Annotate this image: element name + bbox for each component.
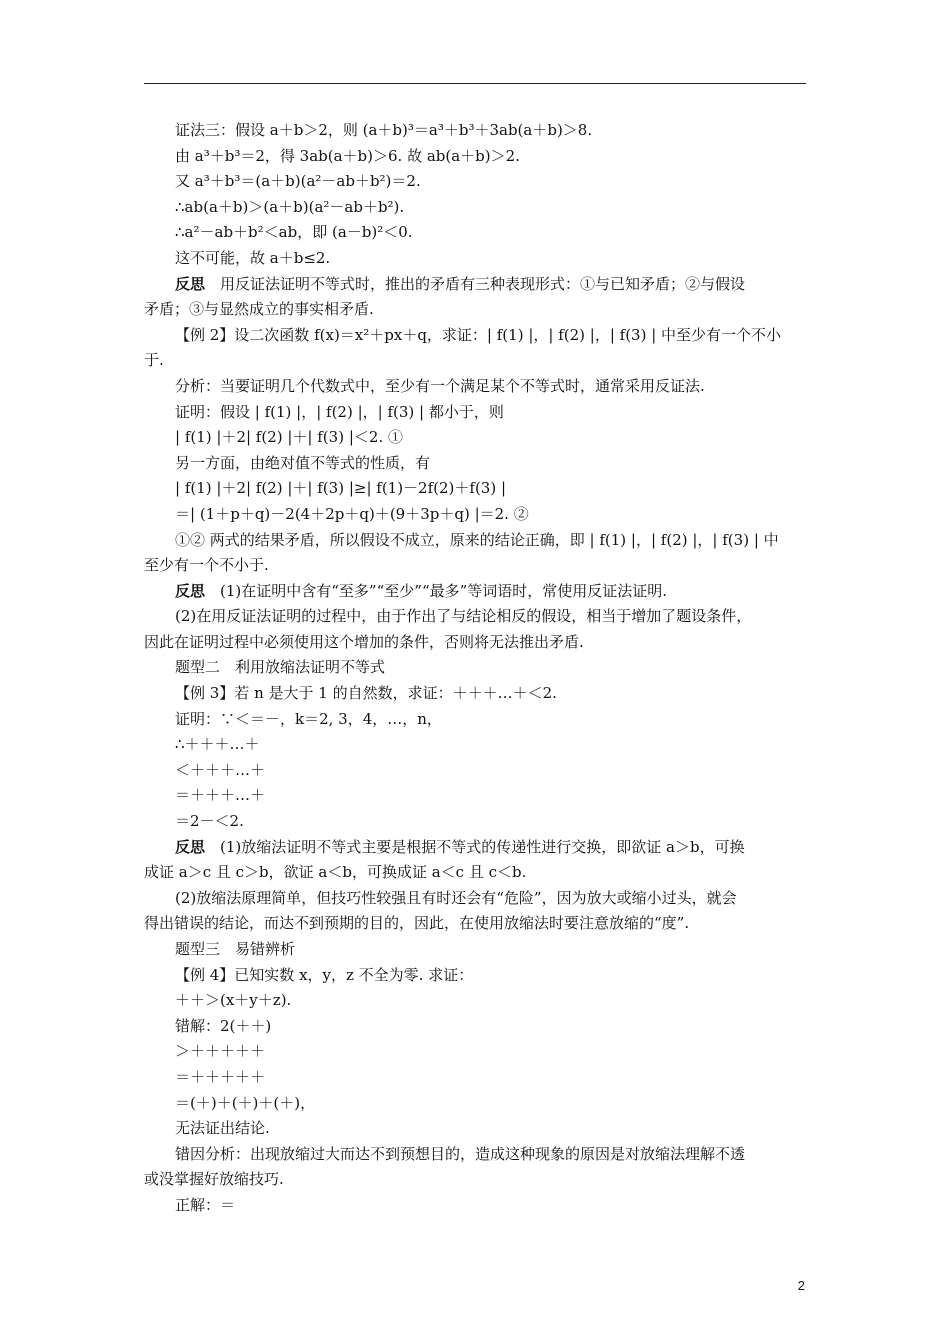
- line-text: 题型三 易错辨析: [175, 940, 296, 958]
- line-text: 正解：＝: [175, 1195, 236, 1214]
- line-text: ＋＋＞(x＋y＋z).: [175, 991, 292, 1010]
- text-line: [144, 963, 806, 989]
- line-text: 无法证出结论.: [175, 1119, 270, 1138]
- text-line: [144, 707, 806, 733]
- text-line: [144, 297, 806, 323]
- reflection-label: 反思: [175, 274, 221, 293]
- text-line: [144, 860, 806, 886]
- text-line: [144, 553, 806, 579]
- line-text: 这不可能，故 a＋b≤2.: [175, 248, 331, 267]
- line-text: ∴＋＋＋…＋: [175, 735, 260, 754]
- text-line: [144, 169, 806, 195]
- line-text: 由 a³＋b³＝2，得 3ab(a＋b)＞6. 故 ab(a＋b)＞2.: [175, 146, 520, 165]
- line-text: 证法三：假设 a＋b＞2，则 (a＋b)³＝a³＋b³＋3ab(a＋b)＞8.: [175, 121, 593, 139]
- line-text: 分析：当要证明几个代数式中，至少有一个满足某个不等式时，通常采用反证法.: [175, 376, 705, 395]
- line-text: 【例 3】若 n 是大于 1 的自然数，求证：＋＋＋…＋＜2.: [175, 684, 557, 703]
- text-line: [144, 809, 806, 835]
- line-text: 成证 a＞c 且 c＞b，欲证 a＜b，可换成证 a＜c 且 c＜b.: [144, 863, 527, 882]
- text-line: [144, 1142, 806, 1168]
- line-text: ＝| (1＋p＋q)－2(4＋2p＋q)＋(9＋3p＋q) |＝2. ②: [175, 504, 529, 523]
- text-line: [144, 988, 806, 1014]
- text-line: [144, 937, 806, 963]
- text-line: [144, 732, 806, 758]
- line-text: 题型二 利用放缩法证明不等式: [175, 658, 386, 677]
- line-text: 用反证法证明不等式时，推出的矛盾有三种表现形式：①与已知矛盾；②与假设: [220, 274, 746, 293]
- text-line: [144, 579, 806, 605]
- text-line: [144, 118, 806, 144]
- text-line: [144, 835, 806, 861]
- line-text: ＜＋＋＋…＋: [175, 760, 266, 779]
- line-text: 【例 4】已知实数 x，y，z 不全为零. 求证：: [175, 965, 474, 984]
- text-line: [144, 246, 806, 272]
- line-text: | f(1) |＋2| f(2) |＋| f(3) |≥| f(1)－2f(2)＋f(3) |: [175, 479, 507, 498]
- line-text: 矛盾；③与显然成立的事实相矛盾.: [144, 300, 374, 319]
- text-line: [144, 272, 806, 298]
- text-line: [144, 374, 806, 400]
- text-line: [144, 1193, 806, 1219]
- text-line: [144, 425, 806, 451]
- header-rule: [144, 83, 806, 84]
- text-line: [144, 655, 806, 681]
- line-text: 错解：2(＋＋): [175, 1016, 272, 1035]
- text-line: [144, 220, 806, 246]
- text-line: [144, 451, 806, 477]
- line-text: 证明：假设 | f(1) |，| f(2) |，| f(3) | 都小于，则: [175, 402, 504, 421]
- line-text: 又 a³＋b³＝(a＋b)(a²－ab＋b²)＝2.: [175, 172, 421, 191]
- text-line: [144, 502, 806, 528]
- text-line: [144, 476, 806, 502]
- line-text: 【例 2】设二次函数 f(x)＝x²＋px＋q，求证：| f(1) |，| f(2) |，| f(3) | 中至少有一个不小: [175, 325, 782, 344]
- line-text: ①② 两式的结果矛盾，所以假设不成立，原来的结论正确，即 | f(1) |，| f(2) |，| f(3) | 中: [175, 530, 779, 549]
- line-text: 得出错误的结论，而达不到预期的目的，因此，在使用放缩法时要注意放缩的“度”.: [144, 914, 690, 933]
- line-text: ＝2－＜2.: [175, 812, 244, 831]
- line-text: 证明：∵＜＝－，k＝2, 3，4，…，n，: [175, 709, 442, 728]
- page-number: 2: [797, 1278, 805, 1293]
- reflection-label: 反思: [175, 581, 221, 600]
- line-text: (2)在用反证法证明的过程中，由于作出了与结论相反的假设，相当于增加了题设条件，: [175, 607, 752, 626]
- text-line: [144, 400, 806, 426]
- text-line: [144, 630, 806, 656]
- text-line: [144, 144, 806, 170]
- line-text: (1)放缩法证明不等式主要是根据不等式的传递性进行交换，即欲证 a＞b，可换: [220, 837, 745, 856]
- text-line: [144, 195, 806, 221]
- line-text: (2)放缩法原理简单，但技巧性较强且有时还会有“危险”，因为放大或缩小过头，就会: [175, 888, 737, 907]
- text-line: [144, 604, 806, 630]
- line-text: 至少有一个不小于.: [144, 556, 269, 575]
- text-line: [144, 528, 806, 554]
- text-line: [144, 1167, 806, 1193]
- text-line: [144, 886, 806, 912]
- text-line: [144, 1039, 806, 1065]
- line-text: 于.: [144, 351, 164, 370]
- line-text: ＝＋＋＋…＋: [175, 786, 266, 805]
- text-line: [144, 681, 806, 707]
- line-text: ＝(＋)＋(＋)＋(＋)，: [175, 1093, 316, 1112]
- reflection-label: 反思: [175, 837, 221, 856]
- line-text: ∴a²－ab＋b²＜ab，即 (a－b)²＜0.: [175, 223, 413, 242]
- line-text: 或没掌握好放缩技巧.: [144, 1170, 284, 1189]
- line-text: 错因分析：出现放缩过大而达不到预想目的，造成这种现象的原因是对放缩法理解不透: [175, 1144, 746, 1163]
- line-text: 因此在证明过程中必须使用这个增加的条件，否则将无法推出矛盾.: [144, 632, 584, 651]
- text-line: [144, 323, 806, 349]
- text-line: [144, 348, 806, 374]
- line-text: | f(1) |＋2| f(2) |＋| f(3) |＜2. ①: [175, 428, 403, 447]
- text-line: [144, 1014, 806, 1040]
- line-text: (1)在证明中含有“至多”“至少”“最多”等词语时，常使用反证法证明.: [220, 581, 668, 600]
- text-line: [144, 758, 806, 784]
- line-text: ＝＋＋＋＋＋: [175, 1067, 266, 1086]
- text-line: [144, 911, 806, 937]
- text-line: [144, 1091, 806, 1117]
- line-text: 另一方面，由绝对值不等式的性质，有: [175, 453, 431, 472]
- line-text: ∴ab(a＋b)＞(a＋b)(a²－ab＋b²).: [175, 197, 405, 216]
- document-body: [144, 118, 806, 1219]
- text-line: [144, 783, 806, 809]
- line-text: ＞＋＋＋＋＋: [175, 1042, 266, 1061]
- text-line: [144, 1116, 806, 1142]
- text-line: [144, 1065, 806, 1091]
